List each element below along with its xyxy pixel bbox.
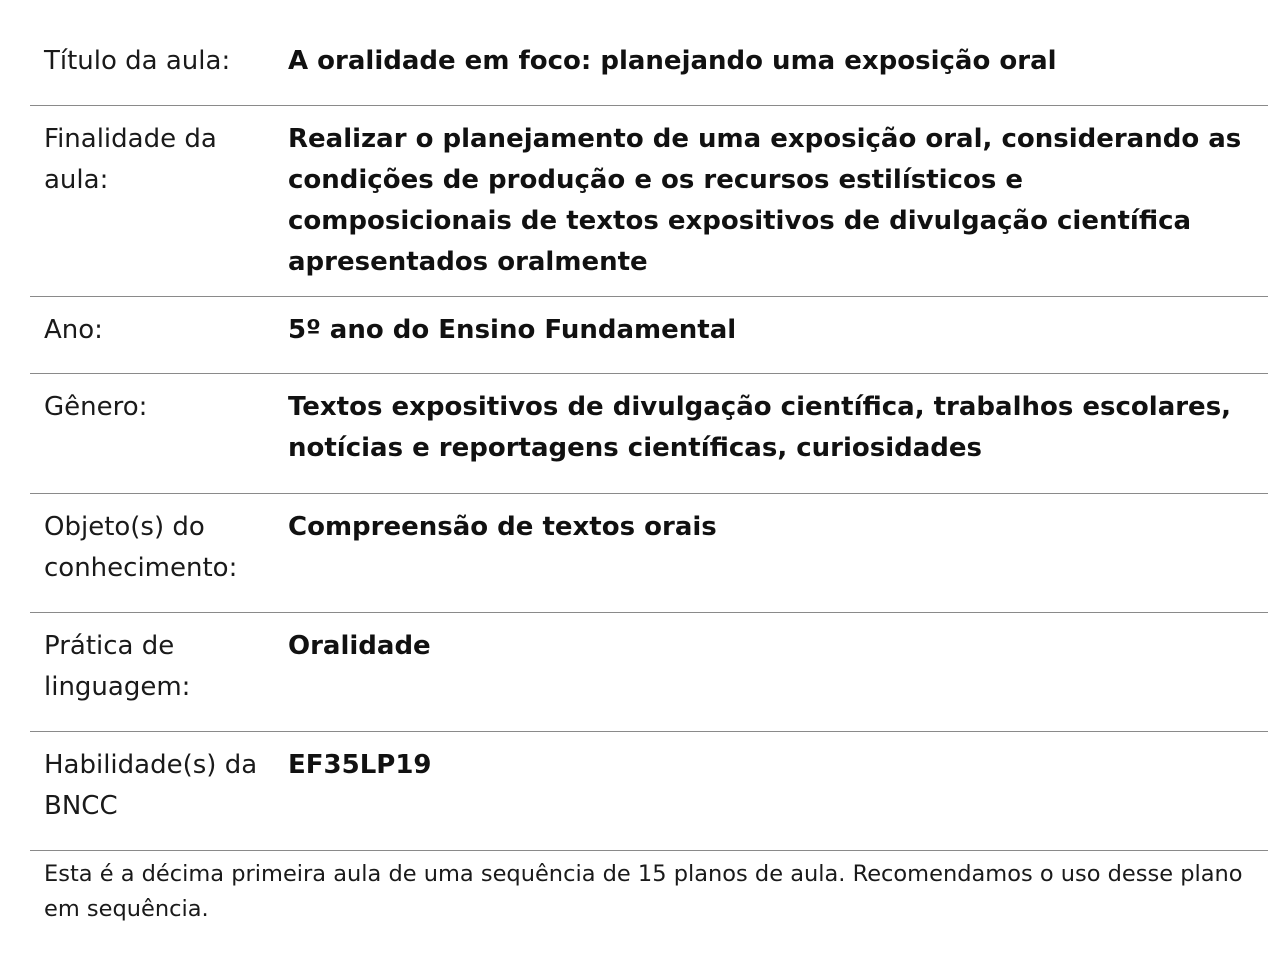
row-label-pratica: Prática de linguagem: [44, 631, 191, 702]
row-habilidade [30, 732, 1268, 851]
row-value-genero: Textos expositivos de divulgação científica, trabalhos escolares, notícias e reportagens científicas, curiosidades [288, 392, 1232, 463]
row-value-ano: 5º ano do Ensino Fundamental [288, 315, 737, 345]
row-ano [30, 297, 1268, 374]
sequence-note: Esta é a décima primeira aula de uma sequência de 15 planos de aula. Recomendamos o uso desse plano em sequência. [44, 861, 1243, 922]
row-label-habilidade: Habilidade(s) da BNCC [44, 750, 258, 821]
row-finalidade [30, 106, 1268, 297]
row-value-habilidade: EF35LP19 [288, 750, 432, 780]
row-label-objeto: Objeto(s) do conhecimento: [44, 512, 238, 583]
row-value-finalidade: Realizar o planejamento de uma exposição oral, considerando as condições de produção e os recursos estilísticos e composicionais de textos expositivos de divulgação científica apresentados oralmente [288, 124, 1242, 277]
row-genero [30, 374, 1268, 494]
row-pratica [30, 613, 1268, 732]
row-value-titulo: A oralidade em foco: planejando uma exposição oral [288, 46, 1057, 76]
lesson-info-table [30, 20, 1268, 851]
row-value-pratica: Oralidade [288, 631, 431, 661]
row-label-genero: Gênero: [44, 392, 148, 422]
row-label-titulo: Título da aula: [44, 46, 231, 76]
row-titulo [30, 20, 1268, 106]
row-objeto [30, 494, 1268, 613]
row-label-finalidade: Finalidade da aula: [44, 124, 217, 195]
row-label-ano: Ano: [44, 315, 103, 345]
row-value-objeto: Compreensão de textos orais [288, 512, 717, 542]
